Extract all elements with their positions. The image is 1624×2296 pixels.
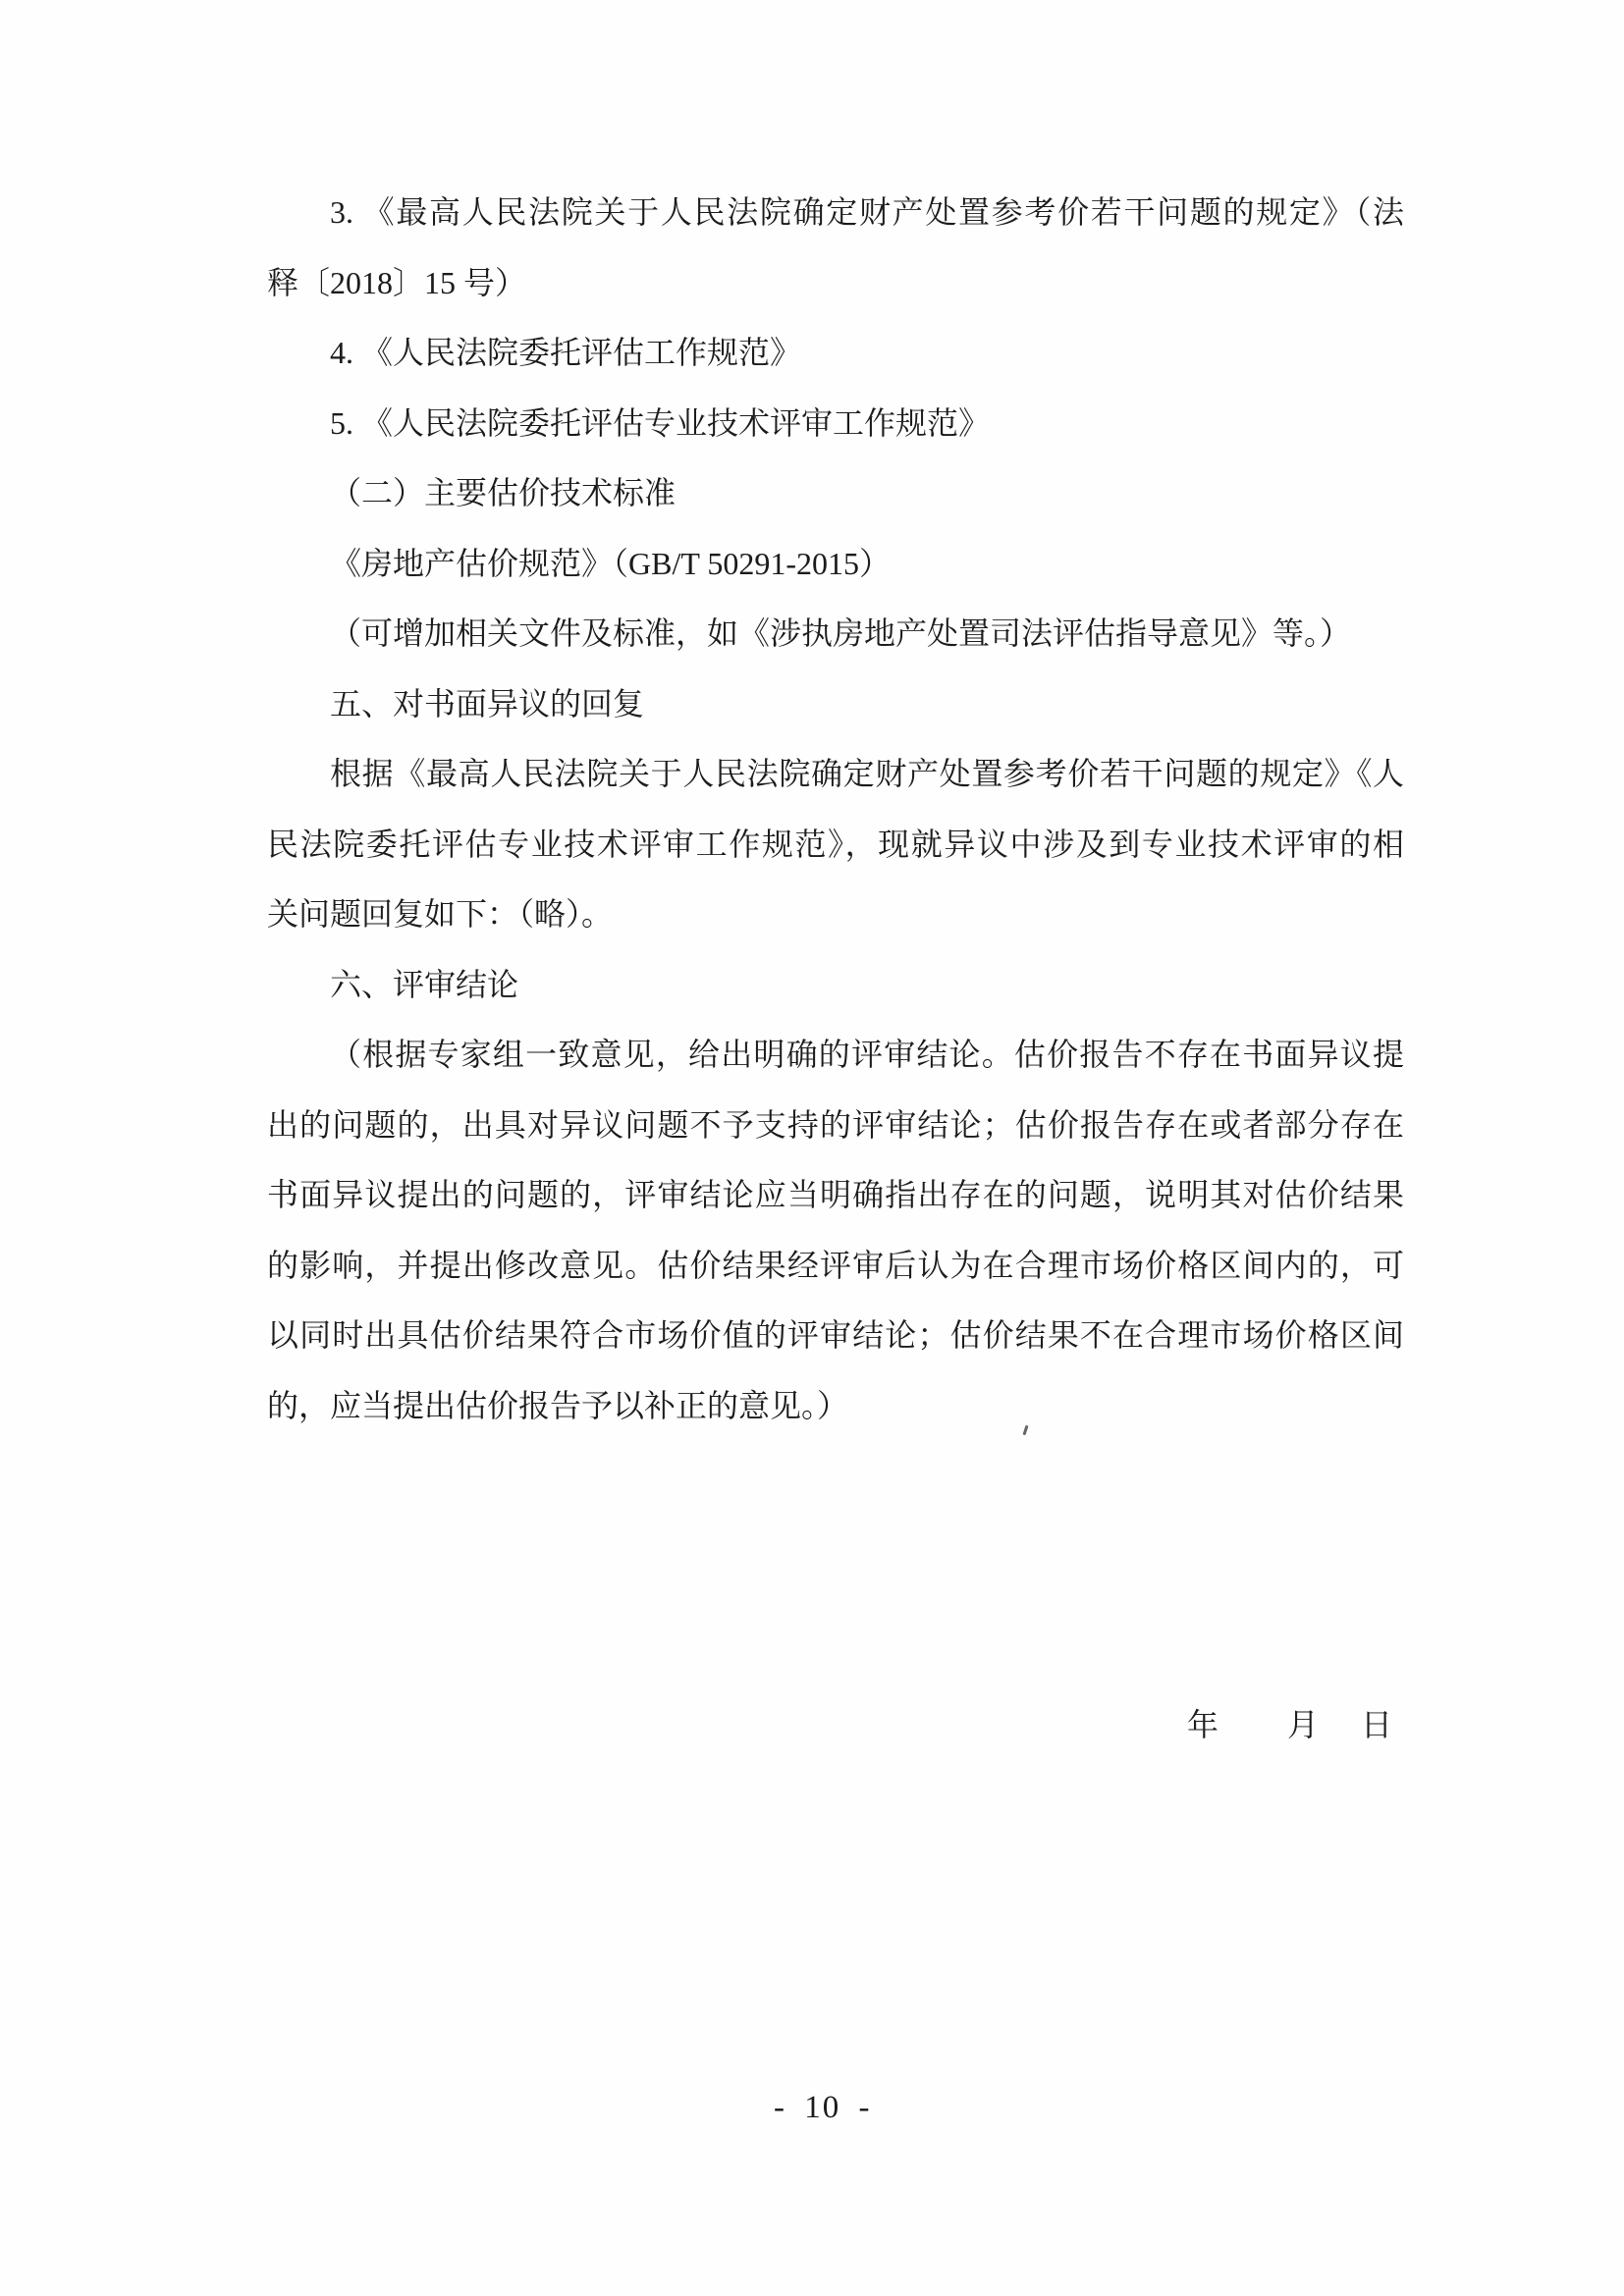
date-day-label: 日 <box>1361 1707 1393 1742</box>
doc-line-section-heading: 五、对书面异议的回复 <box>330 685 645 721</box>
doc-line: 书面异议提出的问题的，评审结论应当明确指出存在的问题，说明其对估价结果 <box>267 1177 1404 1212</box>
doc-line: 的，应当提出估价报告予以补正的意见。） <box>267 1387 849 1423</box>
doc-line: 3. 《最高人民法院关于人民法院确定财产处置参考价若干问题的规定》（法 <box>330 194 1404 230</box>
doc-line-section-heading: 六、评审结论 <box>330 966 519 1002</box>
doc-line: 民法院委托评估专业技术评审工作规范》，现就异议中涉及到专业技术评审的相 <box>267 826 1404 862</box>
signature-date-line <box>1187 1705 1392 1744</box>
doc-line: （根据专家组一致意见，给出明确的评审结论。估价报告不存在书面异议提 <box>330 1037 1404 1072</box>
date-month-label: 月 <box>1287 1707 1320 1742</box>
page-number: - 10 - <box>774 2090 872 2125</box>
doc-line: （可增加相关文件及标准，如《涉执房地产处置司法评估指导意见》等。） <box>330 615 1352 651</box>
doc-line: 《房地产估价规范》（GB/T 50291-2015） <box>330 545 891 581</box>
doc-line: 以同时出具估价结果符合市场价值的评审结论；估价结果不在合理市场价格区间 <box>267 1317 1404 1353</box>
doc-line: 根据《最高人民法院关于人民法院确定财产处置参考价若干问题的规定》《人 <box>330 756 1404 791</box>
doc-line: 5. 《人民法院委托评估专业技术评审工作规范》 <box>330 404 991 441</box>
document-body <box>267 178 1404 1441</box>
doc-line: 关问题回复如下：（略）。 <box>267 896 614 932</box>
doc-line: 出的问题的，出具对异议问题不予支持的评审结论；估价报告存在或者部分存在 <box>267 1106 1404 1143</box>
doc-line: （二）主要估价技术标准 <box>330 475 677 510</box>
doc-line: 的影响，并提出修改意见。估价结果经评审后认为在合理市场价格区间内的，可 <box>267 1247 1404 1283</box>
doc-line: 释〔2018〕15 号） <box>267 264 527 300</box>
doc-line: 4. 《人民法院委托评估工作规范》 <box>330 335 802 370</box>
date-year-label: 年 <box>1187 1707 1219 1742</box>
